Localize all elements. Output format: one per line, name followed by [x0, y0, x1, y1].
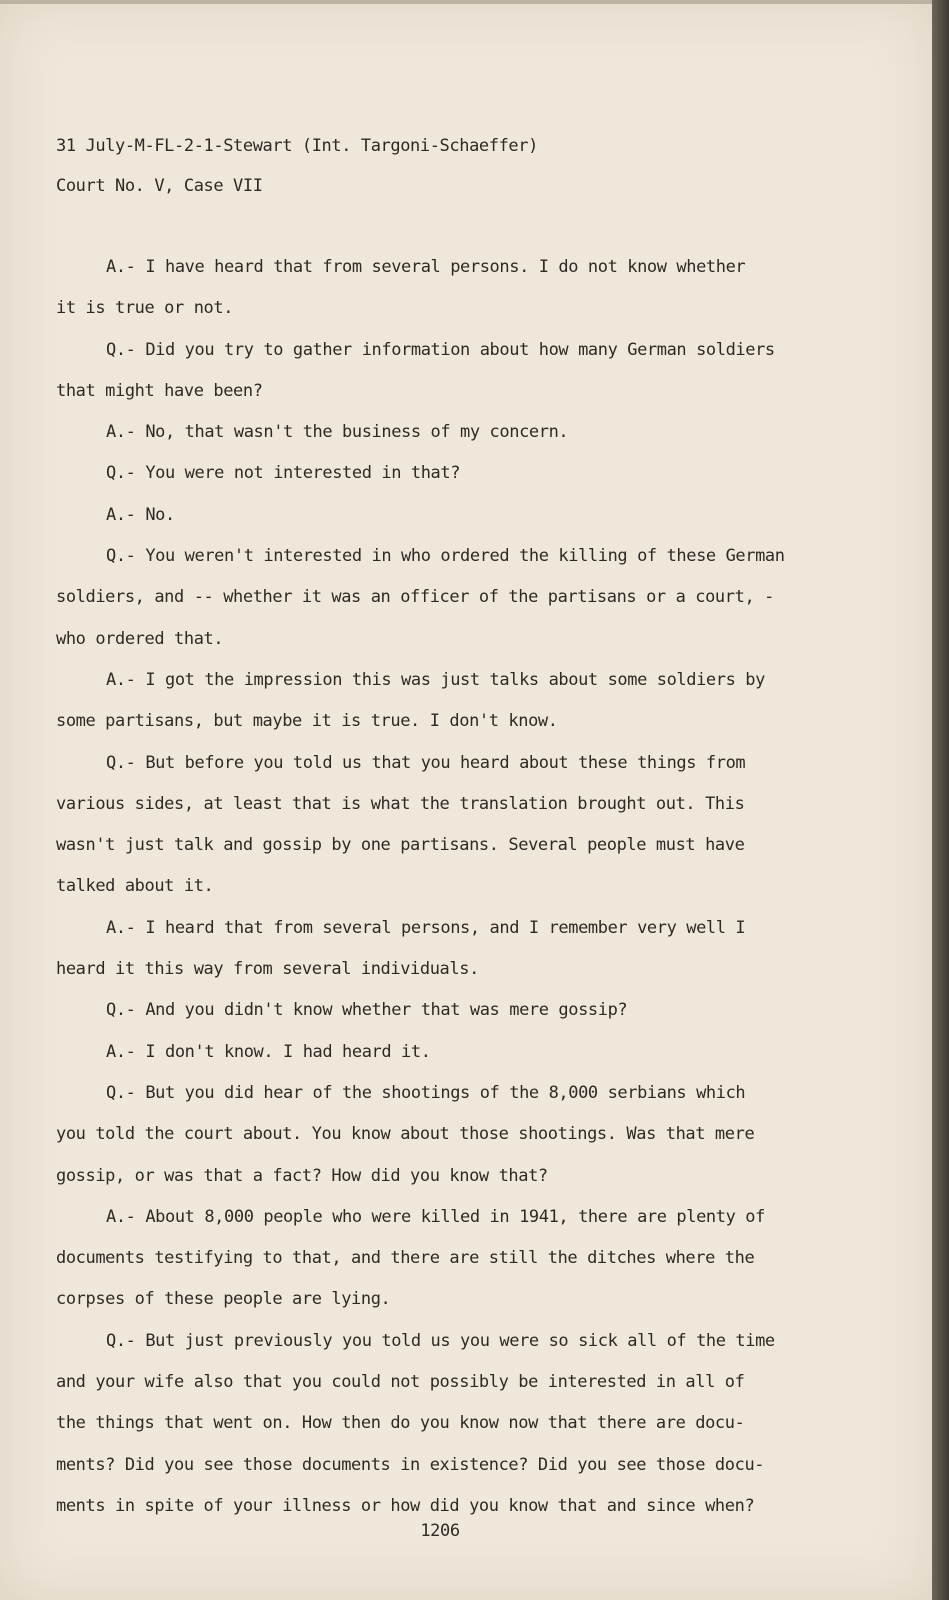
transcript-line: Q.- You weren't interested in who ordered the killing of these German: [106, 546, 785, 567]
transcript-line: ments? Did you see those documents in existence? Did you see those docu-: [56, 1454, 765, 1475]
transcript-line: corpses of these people are lying.: [56, 1289, 391, 1310]
header-session-line: 31 July-M-FL-2-1-Stewart (Int. Targoni-Schaeffer): [56, 136, 538, 156]
page-top-edge: [0, 0, 932, 4]
transcript-line: gossip, or was that a fact? How did you know that?: [56, 1165, 548, 1186]
transcript-line: A.- No, that wasn't the business of my concern.: [106, 422, 569, 443]
transcript-line: and your wife also that you could not possibly be interested in all of: [56, 1372, 745, 1393]
page-number: 1206: [420, 1521, 460, 1541]
transcript-line: who ordered that.: [56, 628, 224, 649]
transcript-line: documents testifying to that, and there are still the ditches where the: [56, 1248, 755, 1269]
transcript-line: ments in spite of your illness or how did you know that and since when?: [56, 1495, 755, 1516]
transcript-line: the things that went on. How then do you know now that there are docu-: [56, 1413, 745, 1434]
transcript-line: Q.- But you did hear of the shootings of the 8,000 serbians which: [106, 1082, 746, 1103]
header-court-line: Court No. V, Case VII: [56, 176, 263, 196]
transcript-line: various sides, at least that is what the translation brought out. This: [56, 793, 745, 814]
transcript-line: talked about it.: [56, 876, 214, 897]
transcript-line: A.- I got the impression this was just talks about some soldiers by: [106, 669, 765, 690]
transcript-line: some partisans, but maybe it is true. I don't know.: [56, 711, 558, 732]
transcript-line: that might have been?: [56, 380, 263, 401]
transcript-line: it is true or not.: [56, 298, 234, 319]
transcript-line: you told the court about. You know about those shootings. Was that mere: [56, 1124, 755, 1145]
transcript-line: Q.- And you didn't know whether that was mere gossip?: [106, 1000, 628, 1021]
transcript-line: A.- I have heard that from several persons. I do not know whether: [106, 257, 746, 277]
transcript-line: A.- No.: [106, 504, 175, 525]
transcript-header: [56, 126, 538, 206]
transcript-line: A.- About 8,000 people who were killed in 1941, there are plenty of: [106, 1206, 765, 1227]
page-binding-edge: [932, 0, 949, 1600]
transcript-line: wasn't just talk and gossip by one partisans. Several people must have: [56, 835, 745, 856]
transcript-line: Q.- You were not interested in that?: [106, 463, 461, 484]
transcript-line: Q.- But before you told us that you heard about these things from: [106, 752, 746, 773]
transcript-body: [56, 247, 816, 1527]
transcript-line: soldiers, and -- whether it was an officer of the partisans or a court, -: [56, 587, 774, 608]
transcript-line: Q.- But just previously you told us you were so sick all of the time: [106, 1330, 775, 1351]
transcript-line: heard it this way from several individuals.: [56, 959, 479, 980]
transcript-line: A.- I heard that from several persons, and I remember very well I: [106, 917, 746, 938]
transcript-line: A.- I don't know. I had heard it.: [106, 1041, 431, 1062]
transcript-line: Q.- Did you try to gather information about how many German soldiers: [106, 339, 775, 360]
